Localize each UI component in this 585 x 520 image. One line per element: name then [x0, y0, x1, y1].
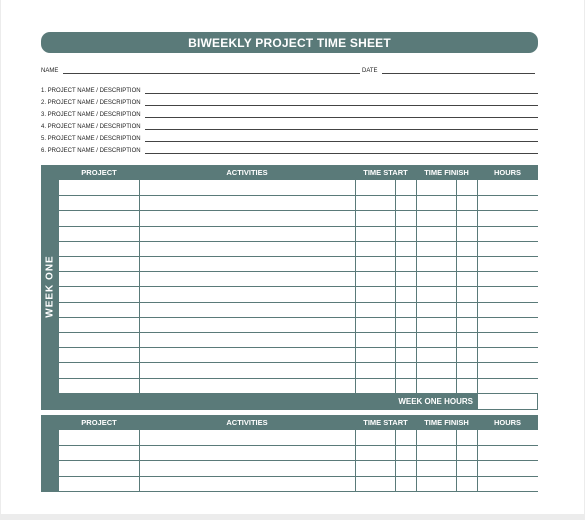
week-one-hours-total[interactable] — [478, 394, 537, 409]
grid-row-line — [59, 271, 538, 272]
project-row-3 — [41, 109, 538, 119]
grid-column-line — [456, 430, 457, 492]
grid-column-line — [355, 430, 356, 492]
project-label-2: 2. PROJECT NAME / DESCRIPTION — [41, 100, 141, 106]
sheet-title-text: BIWEEKLY PROJECT TIME SHEET — [188, 35, 391, 50]
week-one-hours-label — [355, 393, 473, 410]
week-one-side-text: WEEK ONE — [44, 255, 56, 318]
project-field-3[interactable] — [145, 117, 538, 118]
week-two-grid[interactable] — [59, 430, 538, 492]
col-header-project-2: PROJECT — [81, 418, 117, 427]
name-field[interactable] — [63, 73, 360, 74]
col-header-time-finish: TIME FINISH — [424, 168, 469, 177]
project-label-4: 4. PROJECT NAME / DESCRIPTION — [41, 124, 141, 130]
grid-row-line — [59, 241, 538, 242]
grid-row-line — [59, 476, 538, 477]
sheet-title — [41, 32, 538, 53]
project-label-3: 3. PROJECT NAME / DESCRIPTION — [41, 112, 141, 118]
project-field-6[interactable] — [145, 153, 538, 154]
grid-row-line — [59, 332, 538, 333]
grid-row-line — [59, 286, 538, 287]
grid-row-line — [59, 256, 538, 257]
col-header-hours: HOURS — [493, 168, 522, 177]
grid-row-line — [59, 362, 538, 363]
col-header-activities: ACTIVITIES — [226, 168, 268, 177]
project-field-2[interactable] — [145, 105, 538, 106]
grid-row-line — [59, 347, 538, 348]
grid-row-line — [59, 210, 538, 211]
project-label-1: 1. PROJECT NAME / DESCRIPTION — [41, 88, 141, 94]
col-header-time-finish-2: TIME FINISH — [424, 418, 469, 427]
week-one-table — [41, 165, 538, 410]
week-one-grid[interactable] — [59, 180, 538, 393]
project-row-6 — [41, 145, 538, 155]
name-label: NAME — [41, 68, 59, 74]
week-two-table — [41, 415, 538, 492]
project-row-5 — [41, 133, 538, 143]
grid-column-line — [139, 430, 140, 492]
project-field-1[interactable] — [145, 93, 538, 94]
week-one-hours-text: WEEK ONE HOURS — [398, 397, 473, 406]
date-label: DATE — [362, 68, 378, 74]
project-row-4 — [41, 121, 538, 131]
grid-row-line — [59, 460, 538, 461]
grid-row-line — [59, 491, 538, 492]
col-header-activities-2: ACTIVITIES — [226, 418, 268, 427]
grid-row-line — [59, 378, 538, 379]
grid-row-line — [59, 317, 538, 318]
project-label-5: 5. PROJECT NAME / DESCRIPTION — [41, 136, 141, 142]
project-row-1 — [41, 85, 538, 95]
project-label-6: 6. PROJECT NAME / DESCRIPTION — [41, 148, 141, 154]
name-date-row — [41, 65, 538, 75]
col-header-hours-2: HOURS — [493, 418, 522, 427]
grid-column-line — [477, 430, 478, 492]
grid-column-line — [416, 430, 417, 492]
timesheet-page — [1, 0, 584, 514]
grid-row-line — [59, 302, 538, 303]
col-header-project: PROJECT — [81, 168, 117, 177]
grid-row-line — [59, 445, 538, 446]
grid-column-line — [395, 430, 396, 492]
project-row-2 — [41, 97, 538, 107]
project-field-4[interactable] — [145, 129, 538, 130]
week-one-side-label — [41, 180, 59, 393]
col-header-time-start-2: TIME START — [363, 418, 408, 427]
grid-row-line — [59, 226, 538, 227]
grid-row-line — [59, 195, 538, 196]
date-field[interactable] — [382, 73, 535, 74]
project-field-5[interactable] — [145, 141, 538, 142]
col-header-time-start: TIME START — [363, 168, 408, 177]
